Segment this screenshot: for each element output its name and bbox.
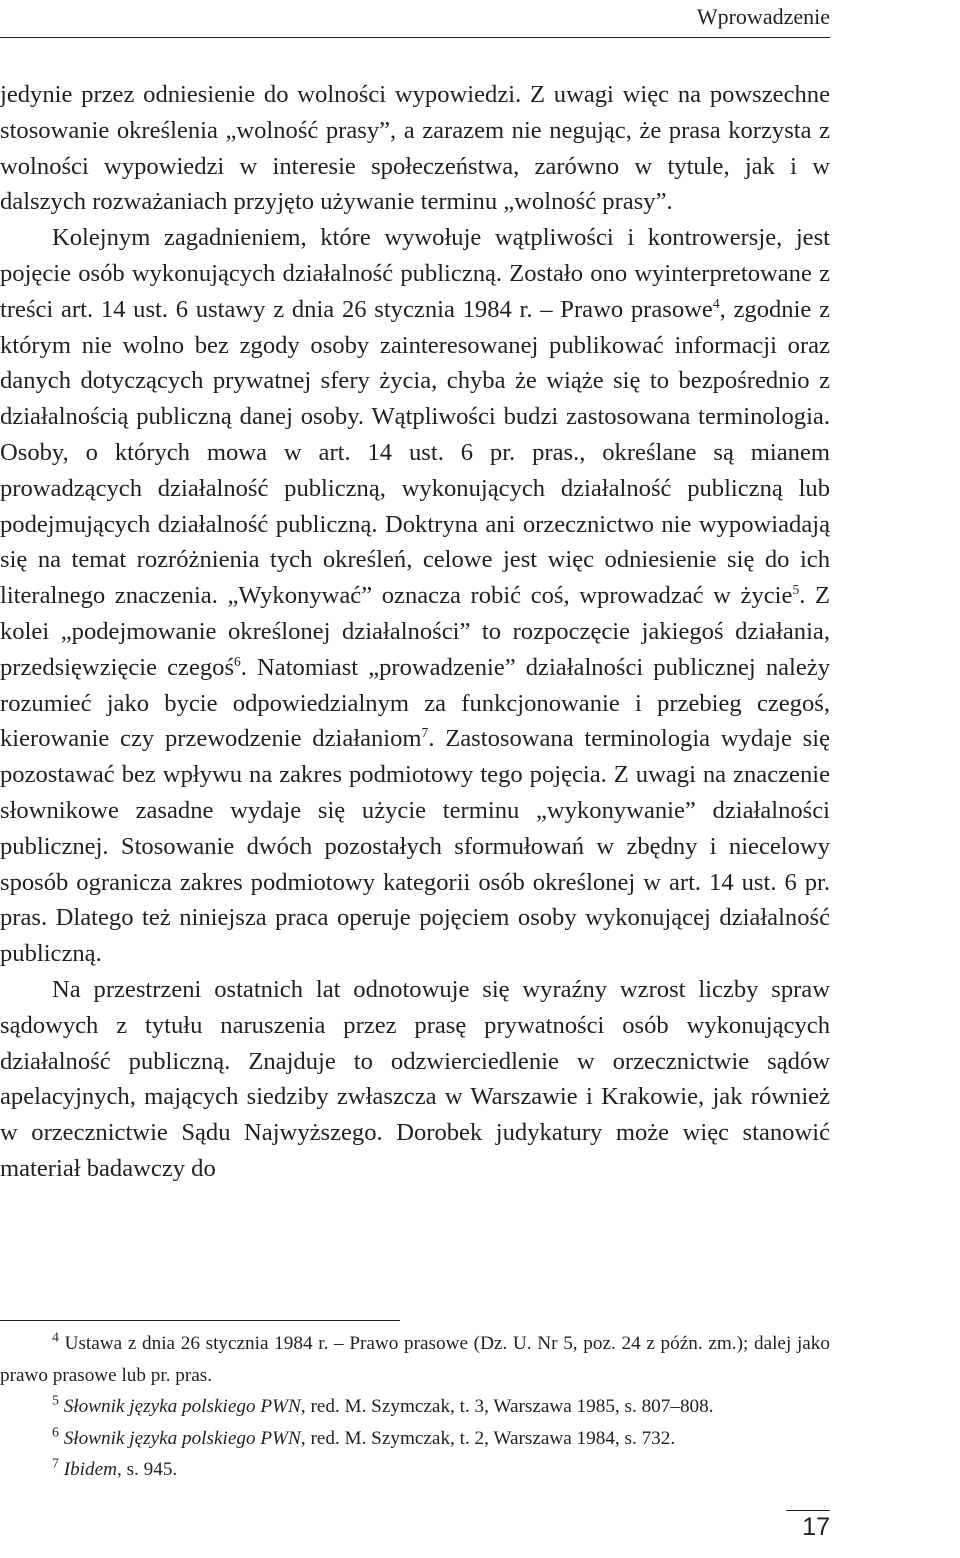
footnote-number: 7 bbox=[52, 1455, 59, 1471]
paragraph-2-part-b: , zgodnie z którym nie wolno bez zgody osoby zainteresowanej publikować informacji oraz danych dotyczących prywatnej sfery życia, chyba że wiąże się to bezpośrednio z działalnością publiczną danej osoby. Wątpliwości budzi zastosowana terminologia. Osoby, o których mowa w art. 14 ust. 6 pr. pras., określane są mianem prowadzących działalność publiczną, wykonujących działalność publiczną lub podejmujących działalność publiczną. Doktryna ani orzecznictwo nie wypowiadają się na temat rozróżnienia tych określeń, celowe jest więc odniesienie się do ich literalnego znaczenia. „Wykonywać” oznacza robić coś, wprowadzać w życie bbox=[0, 295, 830, 610]
main-text bbox=[0, 77, 830, 1187]
paragraph-2 bbox=[0, 220, 830, 972]
footnote-number: 4 bbox=[52, 1329, 59, 1345]
footnote-ref-4: 4 bbox=[712, 295, 720, 311]
footer-rule bbox=[786, 1510, 830, 1511]
footnote-text: , red. M. Szymczak, t. 2, Warszawa 1984, s. 732. bbox=[300, 1427, 676, 1449]
footnote-4 bbox=[0, 1328, 830, 1391]
footnote-ref-5: 5 bbox=[792, 581, 800, 597]
footnote-5 bbox=[0, 1391, 830, 1423]
footnote-rule bbox=[0, 1320, 400, 1321]
footnote-number: 6 bbox=[52, 1424, 59, 1440]
footnote-title: Ibidem bbox=[63, 1459, 117, 1481]
footnote-title: Słownik języka polskiego PWN bbox=[63, 1396, 301, 1418]
footnote-text: , red. M. Szymczak, t. 3, Warszawa 1985, s. 807–808. bbox=[300, 1396, 714, 1418]
paragraph-2-part-c: . Z kolei „podejmowanie określonej działalności” to rozpoczęcie jakiegoś działania, przedsięwzięcie czegoś bbox=[0, 582, 831, 681]
footnote-ref-7: 7 bbox=[421, 725, 429, 741]
footnote-number: 5 bbox=[52, 1392, 59, 1408]
paragraph-3: Na przestrzeni ostatnich lat odnotowuje się wyraźny wzrost liczby spraw sądowych z tytułu naruszenia przez prasę prywatności osób wykonujących działalność publiczną. Znajduje to odzwierciedlenie w orzecznictwie sądów apelacyjnych, mających siedziby zwłaszcza w Warszawie i Krakowie, jak również w orzecznictwie Sądu Najwyższego. Dorobek judykatury może więc stanowić materiał badawczy do bbox=[0, 975, 830, 1182]
footnote-title: Słownik języka polskiego PWN bbox=[63, 1427, 301, 1449]
paragraph-1: jedynie przez odniesienie do wolności wypowiedzi. Z uwagi więc na powszechne stosowanie określenia „wolność prasy”, a zarazem nie negując, że prasa korzysta z wolności wypowiedzi w interesie społeczeństwa, zarówno w tytule, jak i w dalszych rozważaniach przyjęto używanie terminu „wolność prasy”. bbox=[0, 81, 830, 216]
footnote-text: , s. 945. bbox=[116, 1459, 178, 1481]
footnote-7 bbox=[0, 1454, 830, 1486]
paragraph-2-part-d: . Natomiast „prowadzenie” działalności publicznej należy rozumieć jako bycie odpowiedzialnym za funkcjonowanie i przebieg czegoś, kierowanie czy przewodzenie działaniom bbox=[0, 653, 830, 753]
header-rule bbox=[0, 37, 830, 38]
paragraph-2-part-a: Kolejnym zagadnieniem, które wywołuje wątpliwości i kontrowersje, jest pojęcie osób wykonujących działalność publiczną. Zostało ono wyinterpretowane z treści art. 14 ust. 6 ustawy z dnia 26 stycznia 1984 r. – Prawo prasowe bbox=[0, 224, 830, 323]
footnote-ref-6: 6 bbox=[234, 653, 241, 669]
footnotes bbox=[0, 1328, 830, 1486]
paragraph-2-part-e: . Zastosowana terminologia wydaje się pozostawać bez wpływu na zakres podmiotowy tego pojęcia. Z uwagi na znaczenie słownikowe zasadne wydaje się użycie terminu „wykonywanie” działalności publicznej. Stosowanie dwóch pozostałych sformułowań w zbędny i niecelowy sposób ogranicza zakres podmiotowy kategorii osób określonej w art. 14 ust. 6 pr. pras. Dlatego też niniejsza praca operuje pojęciem osoby wykonującej działalność publiczną. bbox=[0, 725, 830, 968]
footnote-6 bbox=[0, 1423, 830, 1455]
running-header: Wprowadzenie bbox=[696, 4, 830, 29]
page-number: 17 bbox=[802, 1513, 830, 1541]
footnote-text: Ustawa z dnia 26 stycznia 1984 r. – Prawo prasowe (Dz. U. Nr 5, poz. 24 z późn. zm.); dalej jako prawo prasowe lub pr. pras. bbox=[0, 1333, 830, 1386]
